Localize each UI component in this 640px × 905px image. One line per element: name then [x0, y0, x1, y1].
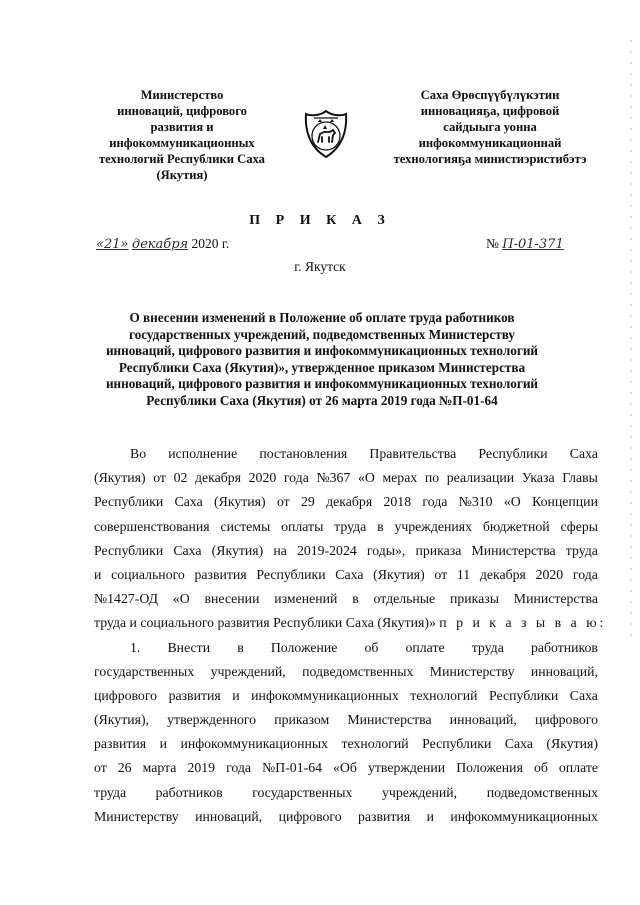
- word: цифрового: [278, 808, 342, 824]
- word: труда: [565, 542, 598, 558]
- ministry-sah-line: сайдыыга уонна: [443, 120, 537, 134]
- word: социального: [111, 566, 185, 582]
- body-line: [94, 490, 598, 514]
- body-line: [94, 636, 598, 660]
- word: Республики: [94, 542, 164, 558]
- date-year: 2020 г.: [191, 236, 230, 251]
- word: 2020: [535, 566, 564, 582]
- word: инноваций,: [195, 808, 263, 824]
- word: от: [434, 566, 448, 582]
- word: Республики: [422, 736, 492, 752]
- word: Саха: [504, 736, 533, 752]
- word: утвержденного: [167, 712, 257, 728]
- ministry-ru-line: развития и: [150, 120, 214, 134]
- word: (Якутия),: [94, 712, 150, 728]
- word: развития: [358, 808, 411, 824]
- word: Министерства: [513, 591, 598, 607]
- word: 29: [301, 494, 315, 510]
- word: на: [273, 542, 287, 558]
- word: реализации: [446, 470, 515, 486]
- word: №310: [458, 494, 493, 510]
- ministry-ru-line: инфокоммуникационных: [109, 136, 255, 150]
- word: 2019-2024: [296, 542, 357, 558]
- word: труда: [471, 639, 504, 655]
- word: годы»,: [366, 542, 406, 558]
- word: Положения: [456, 760, 523, 776]
- word: №367: [316, 470, 351, 486]
- word: изменений: [274, 591, 338, 607]
- word: отдельные: [373, 591, 436, 607]
- word: Республики: [489, 687, 559, 703]
- word: технологий: [341, 736, 409, 752]
- word: Республики: [94, 494, 164, 510]
- word: Правительства: [369, 446, 457, 461]
- item-1-paragraph: [94, 636, 598, 830]
- body-line: [94, 587, 598, 611]
- word: инноваций,: [530, 663, 598, 679]
- body-line: [94, 563, 598, 587]
- ministry-name-yakut: [372, 87, 608, 167]
- word: и: [232, 687, 240, 703]
- word: инфокоммуникационных: [251, 687, 399, 703]
- word: оплате: [405, 639, 445, 655]
- ministry-ru-line: инноваций, цифрового: [117, 104, 247, 118]
- ministry-sah-line: технологияҕа министиэристибэтэ: [393, 152, 587, 166]
- subject-line: государственных учреждений, подведомственных Министерству: [128, 326, 515, 342]
- word: оплаты: [281, 518, 324, 534]
- ministry-sah-line: инфокоммуникационнай: [418, 136, 562, 150]
- ministry-ru-line: Министерство: [140, 88, 224, 102]
- word: по: [424, 470, 440, 486]
- body-line: [94, 515, 598, 539]
- ministry-sah-line: Саха Өрөспүүбүлүкэтин: [420, 88, 560, 102]
- word: 2020: [248, 470, 277, 486]
- subject-line: Республики Саха (Якутия) от 26 марта 2019 года №П-01-64: [146, 392, 498, 408]
- word: Саха: [335, 566, 364, 582]
- word: Положение: [270, 639, 338, 655]
- word: года: [226, 760, 252, 776]
- word: года: [283, 470, 309, 486]
- word: Саха: [569, 687, 598, 703]
- word: «О: [503, 494, 521, 510]
- word: в: [352, 591, 359, 607]
- word: приказом: [274, 712, 330, 728]
- word: 1.: [130, 639, 141, 655]
- word: Главы: [562, 470, 598, 486]
- word: Во: [130, 446, 147, 461]
- preamble-paragraph: [94, 442, 607, 636]
- word: развития: [194, 566, 247, 582]
- word: внесении: [204, 591, 260, 607]
- scan-edge-marks: [628, 40, 634, 640]
- word: (Якутия): [211, 542, 264, 558]
- subject-line: О внесении изменений в Положение об оплате труда работников: [129, 310, 515, 325]
- subject-line: инноваций, цифрового развития и инфокоммуникационных технологий: [105, 343, 539, 358]
- word: от: [153, 470, 166, 486]
- word: цифрового: [94, 687, 158, 703]
- word: «Об: [333, 760, 357, 776]
- word: 02: [173, 470, 188, 486]
- order-number-prefix: №: [486, 236, 499, 251]
- orders-word: п р и к а з ы в а ю:: [439, 615, 607, 631]
- body-line: [94, 442, 598, 466]
- word: Концепции: [532, 494, 598, 510]
- word: №1427-ОД: [94, 591, 159, 607]
- body-line: [94, 805, 598, 829]
- word: Министерства: [471, 542, 556, 558]
- word: приказы: [449, 591, 499, 607]
- ministry-sah-line: инновацияҕа, цифровой: [420, 104, 560, 118]
- word: 2018: [383, 494, 412, 510]
- word: приказа: [415, 542, 462, 558]
- word: Внести: [167, 639, 211, 655]
- word: декабря: [479, 566, 526, 582]
- word: подведомственных: [302, 663, 414, 679]
- word: 11: [456, 566, 471, 582]
- word: Саха: [174, 494, 203, 510]
- word: учреждений,: [210, 663, 286, 679]
- word: мерах: [382, 470, 418, 486]
- subject-line: инноваций, цифрового развития и инфокоммуникационных технологий: [105, 376, 539, 391]
- body-line: [94, 756, 598, 780]
- ministry-name-russian: [78, 87, 286, 183]
- word: подведомственных: [486, 784, 598, 800]
- word: (Якутия): [94, 470, 146, 486]
- word: инфокоммуникационных: [180, 736, 329, 752]
- date-month-handwritten: декабря: [131, 237, 189, 252]
- word: Саха: [173, 542, 202, 558]
- word: и: [94, 566, 102, 582]
- word: в: [237, 639, 244, 655]
- preamble-last-text: труда и социального развития Республики Саха (Якутия)»: [94, 615, 436, 631]
- word: развития: [94, 736, 147, 752]
- word: Указа: [521, 470, 555, 486]
- body-line: [94, 684, 598, 708]
- word: в: [377, 518, 384, 534]
- word: оплате: [558, 760, 598, 776]
- word: Республики: [478, 446, 548, 461]
- document-title: П Р И К А З: [249, 213, 391, 228]
- body-line: [94, 781, 598, 805]
- word: 26: [117, 760, 132, 776]
- word: сферы: [560, 518, 598, 534]
- word: от: [276, 494, 290, 510]
- word: постановления: [259, 446, 348, 461]
- word: от: [94, 760, 107, 776]
- order-subject: [92, 310, 552, 409]
- word: государственных: [94, 663, 195, 679]
- order-number: [486, 236, 564, 252]
- word: 2019: [187, 760, 216, 776]
- coat-of-arms-emblem: [300, 108, 352, 160]
- word: утверждении: [367, 760, 446, 776]
- word: учреждениях: [394, 518, 472, 534]
- word: государственных: [252, 784, 353, 800]
- word: года: [572, 566, 598, 582]
- word: инфокоммуникационных: [450, 808, 598, 824]
- word: и: [159, 736, 167, 752]
- word: об: [364, 639, 379, 655]
- subject-line: Республики Саха (Якутия)», утвержденное приказом Министерства: [118, 359, 526, 375]
- word: Республики: [256, 566, 326, 582]
- word: исполнение: [168, 446, 238, 461]
- word: марта: [142, 760, 177, 776]
- body-line: [94, 611, 607, 635]
- word: работников: [155, 784, 223, 800]
- word: системы: [220, 518, 271, 534]
- body-line: [94, 708, 598, 732]
- word: и: [426, 808, 434, 824]
- ministry-ru-line: технологий Республики Саха: [99, 152, 265, 166]
- word: технологий: [410, 687, 478, 703]
- word: совершенствования: [94, 518, 210, 534]
- word: №П-01-64: [262, 760, 322, 776]
- order-body: [94, 442, 607, 829]
- date-day-handwritten: «21»: [96, 237, 129, 252]
- word: инноваций,: [449, 712, 517, 728]
- word: работников: [530, 639, 598, 655]
- body-line: [94, 466, 598, 490]
- body-line: [94, 539, 598, 563]
- word: труда: [334, 518, 367, 534]
- body-line: [94, 732, 598, 756]
- word: развития: [168, 687, 221, 703]
- body-line: [94, 660, 598, 684]
- city-line: г. Якутск: [294, 259, 346, 274]
- word: (Якутия): [546, 736, 598, 752]
- word: бюджетной: [482, 518, 550, 534]
- ministry-ru-line: (Якутия): [156, 168, 208, 182]
- word: Министерства: [347, 712, 432, 728]
- word: «О: [357, 470, 375, 486]
- word: (Якутия): [373, 566, 425, 582]
- word: (Якутия): [214, 494, 266, 510]
- word: Саха: [569, 446, 598, 461]
- word: «О: [172, 591, 190, 607]
- order-number-handwritten: П-01-371: [502, 237, 564, 252]
- word: Министерству: [94, 808, 179, 824]
- word: учреждений,: [381, 784, 458, 800]
- word: цифрового: [534, 712, 598, 728]
- word: Министерству: [429, 663, 515, 679]
- word: труда: [94, 784, 127, 800]
- word: года: [422, 494, 448, 510]
- order-date: [96, 236, 229, 252]
- word: декабря: [194, 470, 242, 486]
- word: об: [533, 760, 548, 776]
- word: декабря: [326, 494, 373, 510]
